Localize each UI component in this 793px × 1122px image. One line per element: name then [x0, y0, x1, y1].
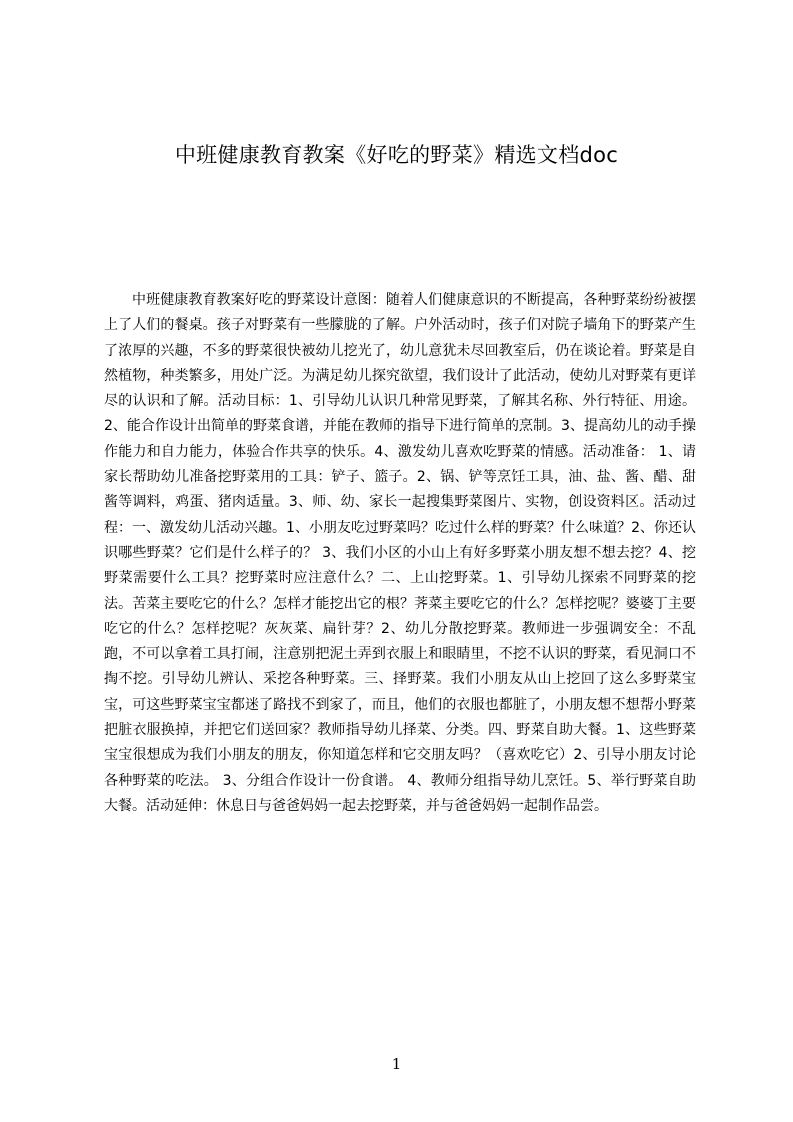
page-number: 1	[391, 1055, 402, 1073]
document-body-paragraph: 中班健康教育教案好吃的野菜设计意图：随着人们健康意识的不断提高，各种野菜纷纷被摆上了人们的餐桌。孩子对野菜有一些朦胧的了解。户外活动时，孩子们对院子墙角下的野菜产生了浓厚的兴趣，不多的野菜很快被幼儿挖光了，幼儿意犹未尽回教室后，仍在谈论着。野菜是自然植物，种类繁多，用处广泛。为满足幼儿探究欲望，我们设计了此活动，使幼儿对野菜有更详尽的认识和了解。活动目标：1、引导幼儿认识几种常见野菜，了解其名称、外行特征、用途。2、能合作设计出简单的野菜食谱，并能在教师的指导下进行简单的烹制。3、提高幼儿的动手操作能力和自力能力，体验合作共享的快乐。4、激发幼儿喜欢吃野菜的情感。活动准备： 1、请家长帮助幼儿准备挖野菜用的工具：铲子、篮子。2、锅、铲等烹饪工具，油、盐、酱、醋、甜酱等调料，鸡蛋、猪肉适量。3、师、幼、家长一起搜集野菜图片、实物，创设资料区。活动过程：一、激发幼儿活动兴趣。1、小朋友吃过野菜吗？吃过什么样的野菜？什么味道？2、你还认识哪些野菜？它们是什么样子的？ 3、我们小区的小山上有好多野菜小朋友想不想去挖？4、挖野菜需要什么工具？挖野菜时应注意什么？二、上山挖野菜。1、引导幼儿探索不同野菜的挖法。苦菜主要吃它的什么？怎样才能挖出它的根？荠菜主要吃它的什么？怎样挖呢？婆婆丁主要吃它的什么？怎样挖呢？灰灰菜、扁针芽？2、幼儿分散挖野菜。教师进一步强调安全：不乱跑，不可以拿着工具打闹，注意别把泥土弄到衣服上和眼睛里，不挖不认识的野菜，看见洞口不掏不挖。引导幼儿辨认、采挖各种野菜。三、择野菜。我们小朋友从山上挖回了这么多野菜宝宝，可这些野菜宝宝都迷了路找不到家了，而且，他们的衣服也都脏了，小朋友想不想帮小野菜把脏衣服换掉，并把它们送回家？教师指导幼儿择菜、分类。四、野菜自助大餐。1、这些野菜宝宝很想成为我们小朋友的朋友，你知道怎样和它交朋友吗？（喜欢吃它）2、引导小朋友讨论各种野菜的吃法。 3、分组合作设计一份食谱。 4、教师分组指导幼儿烹饪。5、举行野菜自助大餐。活动延伸：休息日与爸爸妈妈一起去挖野菜，并与爸爸妈妈一起制作品尝。	[104, 292, 696, 814]
document-title: 中班健康教育教案《好吃的野菜》精选文档doc	[174, 143, 619, 167]
